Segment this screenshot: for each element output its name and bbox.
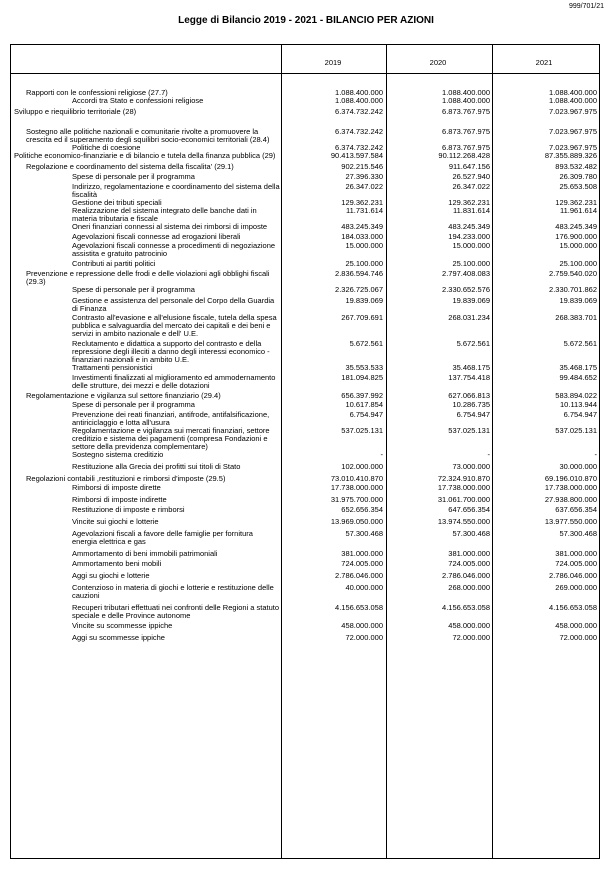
row-description: Regolamentazione e vigilanza sul settore finanziario (29.4): [26, 391, 221, 400]
row-value-v3: -: [594, 450, 597, 459]
row-value-v1: 381.000.000: [341, 549, 383, 558]
row-value-v2: 31.061.700.000: [437, 495, 490, 504]
row-description: Restituzione alla Grecia dei profitti sui titoli di Stato: [72, 462, 241, 471]
row-value-v3: 269.000.000: [555, 583, 597, 592]
row-value-v1: 102.000.000: [341, 462, 383, 471]
row-description: Ammortamento beni mobili: [72, 559, 162, 568]
row-value-v2: 26.347.022: [452, 182, 490, 191]
row-value-v3: 17.738.000.000: [544, 483, 597, 492]
row-value-v1: 1.088.400.000: [335, 96, 383, 105]
row-value-v2: 627.066.813: [448, 391, 490, 400]
row-value-v3: 381.000.000: [555, 549, 597, 558]
table-row: [10, 530, 600, 546]
row-value-v1: 902.215.546: [341, 162, 383, 171]
row-description: Regolazione e coordinamento del sistema della fiscalita' (29.1): [26, 162, 234, 171]
column-header-2019: 2019: [324, 58, 342, 67]
row-value-v2: 72.324.910.870: [437, 474, 490, 483]
row-description: Vincite sui giochi e lotterie: [72, 517, 159, 526]
row-value-v3: 637.656.354: [555, 505, 597, 514]
row-value-v1: 6.754.947: [349, 410, 383, 419]
column-header-2020: 2020: [429, 58, 447, 67]
row-value-v3: 25.653.508: [559, 182, 597, 191]
row-value-v1: 5.672.561: [349, 339, 383, 348]
row-value-v2: 6.873.767.975: [442, 143, 490, 152]
row-value-v1: 40.000.000: [345, 583, 383, 592]
row-value-v2: 2.786.046.000: [442, 571, 490, 580]
row-description: Trattamenti pensionistici: [72, 363, 153, 372]
row-value-v1: 267.709.691: [341, 313, 383, 322]
page-title: Legge di Bilancio 2019 - 2021 - BILANCIO PER AZIONI: [178, 15, 434, 26]
table-row: [10, 163, 600, 171]
row-value-v3: 87.355.889.326: [544, 151, 597, 160]
row-value-v2: 6.873.767.975: [442, 107, 490, 116]
table-row: [10, 207, 600, 223]
row-value-v3: 583.894.022: [555, 391, 597, 400]
table-row: [10, 518, 600, 526]
row-value-v2: 268.000.000: [448, 583, 490, 592]
table-row: [10, 401, 600, 409]
row-value-v3: 7.023.967.975: [549, 143, 597, 152]
row-value-v1: 537.025.131: [341, 426, 383, 435]
row-description: Gestione dei tributi speciali: [72, 198, 162, 207]
table-row: [10, 260, 600, 268]
row-value-v3: 57.300.468: [559, 529, 597, 538]
row-value-v1: 17.738.000.000: [330, 483, 383, 492]
row-value-v3: 25.100.000: [559, 259, 597, 268]
table-row: [10, 223, 600, 231]
row-value-v1: 26.347.022: [345, 182, 383, 191]
row-value-v1: -: [380, 450, 383, 459]
row-value-v2: 26.527.940: [452, 172, 490, 181]
row-value-v3: 19.839.069: [559, 296, 597, 305]
row-description: Gestione e assistenza del personale del Corpo della Guardia di Finanza: [72, 296, 275, 313]
row-description: Restituzione di imposte e rimborsi: [72, 505, 185, 514]
row-description: Ammortamento di beni immobili patrimoniali: [72, 549, 218, 558]
row-description: Recuperi tributari effettuati nei confronti delle Regioni a statuto speciale e delle Province autonome: [72, 603, 280, 620]
table-row: [10, 463, 600, 471]
row-description: Aggi su giochi e lotterie: [72, 571, 150, 580]
row-value-v1: 483.245.349: [341, 222, 383, 231]
row-value-v2: 911.647.156: [448, 162, 490, 171]
row-description: Agevolazioni fiscali connesse ad erogazioni liberali: [72, 232, 241, 241]
row-value-v3: 724.005.000: [555, 559, 597, 568]
row-value-v1: 72.000.000: [345, 633, 383, 642]
row-value-v1: 13.969.050.000: [330, 517, 383, 526]
table-row: [10, 97, 600, 105]
table-row: [10, 427, 600, 451]
row-description: Rimborsi di imposte indirette: [72, 495, 167, 504]
table-row: [10, 560, 600, 568]
table-row: [10, 128, 600, 144]
table-row: [10, 314, 600, 338]
row-value-v3: 35.468.175: [559, 363, 597, 372]
row-value-v3: 26.309.780: [559, 172, 597, 181]
row-description: Spese di personale per il programma: [72, 172, 195, 181]
table-row: [10, 183, 600, 199]
row-value-v3: 6.754.947: [563, 410, 597, 419]
table-row: [10, 550, 600, 558]
row-value-v2: 381.000.000: [448, 549, 490, 558]
header-divider: [11, 73, 599, 74]
table-row: [10, 108, 600, 116]
row-value-v2: 137.754.418: [448, 373, 490, 382]
row-value-v2: -: [487, 450, 490, 459]
row-description: Politiche di coesione: [72, 143, 141, 152]
row-value-v3: 268.383.701: [555, 313, 597, 322]
row-value-v2: 73.000.000: [452, 462, 490, 471]
row-value-v3: 69.196.010.870: [544, 474, 597, 483]
row-value-v3: 537.025.131: [555, 426, 597, 435]
row-description: Vincite su scommesse ippiche: [72, 621, 173, 630]
table-row: [10, 572, 600, 580]
row-value-v1: 181.094.825: [341, 373, 383, 382]
row-value-v3: 7.023.967.975: [549, 107, 597, 116]
row-value-v2: 1.088.400.000: [442, 96, 490, 105]
row-description: Regolazioni contabili ,restituzioni e rimborsi d'imposte (29.5): [26, 474, 226, 483]
row-value-v2: 1.088.400.000: [442, 88, 490, 97]
table-row: [10, 622, 600, 630]
row-value-v1: 27.396.330: [345, 172, 383, 181]
row-value-v1: 35.553.533: [345, 363, 383, 372]
row-value-v1: 184.033.000: [341, 232, 383, 241]
row-description: Sostegno sistema creditizio: [72, 450, 164, 459]
row-value-v2: 5.672.561: [456, 339, 490, 348]
row-description: Contrasto all'evasione e all'elusione fiscale, tutela della spesa pubblica e salvaguardia del mercato dei capitali e dei beni e servizi in ambito nazionale e dell' U.E.: [72, 313, 277, 338]
row-value-v3: 27.938.800.000: [544, 495, 597, 504]
row-description: Realizzazione del sistema integrato delle banche dati in materia tributaria e fiscale: [72, 206, 257, 223]
row-value-v2: 25.100.000: [452, 259, 490, 268]
row-description: Agevolazioni fiscali connesse a procedimenti di negoziazione assistita e gratuito patrocinio: [72, 241, 276, 258]
row-value-v2: 19.839.069: [452, 296, 490, 305]
table-row: [10, 584, 600, 600]
row-value-v3: 176.900.000: [555, 232, 597, 241]
row-value-v2: 13.974.550.000: [437, 517, 490, 526]
row-value-v2: 2.330.652.576: [442, 285, 490, 294]
row-value-v1: 73.010.410.870: [330, 474, 383, 483]
row-value-v1: 6.374.732.242: [335, 107, 383, 116]
row-value-v3: 893.532.482: [555, 162, 597, 171]
table-row: [10, 634, 600, 642]
row-value-v1: 724.005.000: [341, 559, 383, 568]
row-value-v2: 10.286.735: [452, 400, 490, 409]
row-description: Spese di personale per il programma: [72, 400, 195, 409]
table-row: [10, 242, 600, 258]
row-value-v3: 5.672.561: [563, 339, 597, 348]
row-value-v3: 15.000.000: [559, 241, 597, 250]
row-value-v1: 10.617.854: [345, 400, 383, 409]
row-value-v3: 13.977.550.000: [544, 517, 597, 526]
row-value-v2: 6.873.767.975: [442, 127, 490, 136]
row-description: Sostegno alle politiche nazionali e comunitarie rivolte a promuovere la crescita ed il superamento degli squilibri socio-economici territoriali (28.4): [26, 127, 270, 144]
table-row: [10, 475, 600, 483]
row-description: Spese di personale per il programma: [72, 285, 195, 294]
document-code: 999/701/21: [568, 3, 604, 10]
row-value-v2: 17.738.000.000: [437, 483, 490, 492]
row-description: Prevenzione e repressione delle frodi e delle violazioni agli obblighi fiscali (29.3): [26, 269, 270, 286]
row-description: Indirizzo, regolamentazione e coordinamento del sistema della fiscalità: [72, 182, 280, 199]
row-value-v1: 15.000.000: [345, 241, 383, 250]
row-value-v2: 11.831.614: [453, 206, 490, 215]
row-description: Agevolazioni fiscali a favore delle famiglie per fornitura energia elettrica e gas: [72, 529, 253, 546]
row-value-v3: 2.759.540.020: [549, 269, 597, 278]
row-value-v1: 11.731.614: [346, 206, 383, 215]
row-value-v3: 72.000.000: [559, 633, 597, 642]
row-value-v2: 2.797.408.083: [442, 269, 490, 278]
row-description: Politiche economico-finanziarie e di bilancio e tutela della finanza pubblica (29): [14, 151, 276, 160]
row-value-v1: 2.836.594.746: [335, 269, 383, 278]
row-description: Sviluppo e riequilibrio territoriale (28): [14, 107, 137, 116]
row-value-v2: 483.245.349: [448, 222, 490, 231]
table-row: [10, 152, 600, 160]
row-value-v2: 129.362.231: [448, 198, 490, 207]
row-value-v2: 15.000.000: [452, 241, 490, 250]
row-value-v2: 57.300.468: [452, 529, 490, 538]
table-row: [10, 604, 600, 620]
table-row: [10, 364, 600, 372]
row-value-v1: 656.397.992: [341, 391, 383, 400]
row-description: Contributi ai partiti politici: [72, 259, 156, 268]
row-value-v2: 35.468.175: [452, 363, 490, 372]
row-value-v1: 652.656.354: [341, 505, 383, 514]
row-description: Aggi su scommesse ippiche: [72, 633, 165, 642]
row-value-v3: 7.023.967.975: [549, 127, 597, 136]
row-description: Oneri finanziari connessi al sistema dei rimborsi di imposte: [72, 222, 268, 231]
row-value-v3: 1.088.400.000: [549, 88, 597, 97]
row-value-v2: 194.233.000: [448, 232, 490, 241]
row-value-v2: 90.112.268.428: [438, 151, 490, 160]
table-row: [10, 484, 600, 492]
table-row: [10, 411, 600, 427]
row-value-v1: 1.088.400.000: [335, 88, 383, 97]
row-description: Reclutamento e didattica a supporto del contrasto e della repressione degli illeciti a danno degli interessi economico - finanziari nazionali e in ambito U.E.: [72, 339, 270, 364]
row-value-v2: 72.000.000: [452, 633, 490, 642]
row-value-v1: 19.839.069: [345, 296, 383, 305]
row-description: Contenzioso in materia di giochi e lotterie e restituzione delle cauzioni: [72, 583, 274, 600]
row-description: Accordi tra Stato e confessioni religiose: [72, 96, 204, 105]
row-value-v3: 2.786.046.000: [549, 571, 597, 580]
row-value-v2: 724.005.000: [448, 559, 490, 568]
table-row: [10, 392, 600, 400]
table-row: [10, 233, 600, 241]
table-row: [10, 506, 600, 514]
row-value-v3: 10.113.944: [560, 400, 597, 409]
row-description: Rapporti con le confessioni religiose (27.7): [26, 88, 168, 97]
row-value-v3: 483.245.349: [555, 222, 597, 231]
row-value-v2: 647.656.354: [448, 505, 490, 514]
row-value-v1: 6.374.732.242: [335, 127, 383, 136]
row-value-v3: 99.484.652: [559, 373, 597, 382]
row-value-v2: 458.000.000: [448, 621, 490, 630]
row-value-v2: 4.156.653.058: [442, 603, 490, 612]
row-value-v2: 537.025.131: [448, 426, 490, 435]
row-value-v2: 6.754.947: [456, 410, 490, 419]
row-value-v3: 2.330.701.862: [549, 285, 597, 294]
row-value-v1: 90.413.597.584: [330, 151, 383, 160]
row-value-v1: 2.326.725.067: [335, 285, 383, 294]
row-description: Investimenti finalizzati al miglioramento ed ammodernamento delle strutture, dei mezzi e delle dotazioni: [72, 373, 276, 390]
row-value-v1: 31.975.700.000: [330, 495, 383, 504]
row-description: Rimborsi di imposte dirette: [72, 483, 161, 492]
table-row: [10, 286, 600, 294]
row-description: Regolamentazione e vigilanza sui mercati finanziari, settore creditizio e sistema dei pagamenti (compresa Fondazioni e settore della previdenza complementare): [72, 426, 270, 451]
row-description: Prevenzione dei reati finanziari, antifrode, antifalsificazione, antiriciclaggio e lotta all'usura: [72, 410, 270, 427]
row-value-v1: 57.300.468: [345, 529, 383, 538]
row-value-v3: 4.156.653.058: [549, 603, 597, 612]
table-row: [10, 374, 600, 390]
row-value-v1: 2.786.046.000: [335, 571, 383, 580]
table-row: [10, 496, 600, 504]
row-value-v3: 30.000.000: [559, 462, 597, 471]
row-value-v3: 11.961.614: [560, 206, 597, 215]
table-row: [10, 451, 600, 459]
table-row: [10, 340, 600, 364]
table-row: [10, 173, 600, 181]
row-value-v1: 6.374.732.242: [335, 143, 383, 152]
budget-rows: [10, 89, 600, 642]
column-header-2021: 2021: [535, 58, 553, 67]
row-value-v1: 129.362.231: [341, 198, 383, 207]
table-row: [10, 270, 600, 286]
table-row: [10, 297, 600, 313]
row-value-v3: 129.362.231: [555, 198, 597, 207]
row-value-v1: 25.100.000: [345, 259, 383, 268]
row-value-v3: 1.088.400.000: [549, 96, 597, 105]
row-value-v1: 4.156.653.058: [335, 603, 383, 612]
row-value-v2: 268.031.234: [448, 313, 490, 322]
row-value-v1: 458.000.000: [341, 621, 383, 630]
row-value-v3: 458.000.000: [555, 621, 597, 630]
